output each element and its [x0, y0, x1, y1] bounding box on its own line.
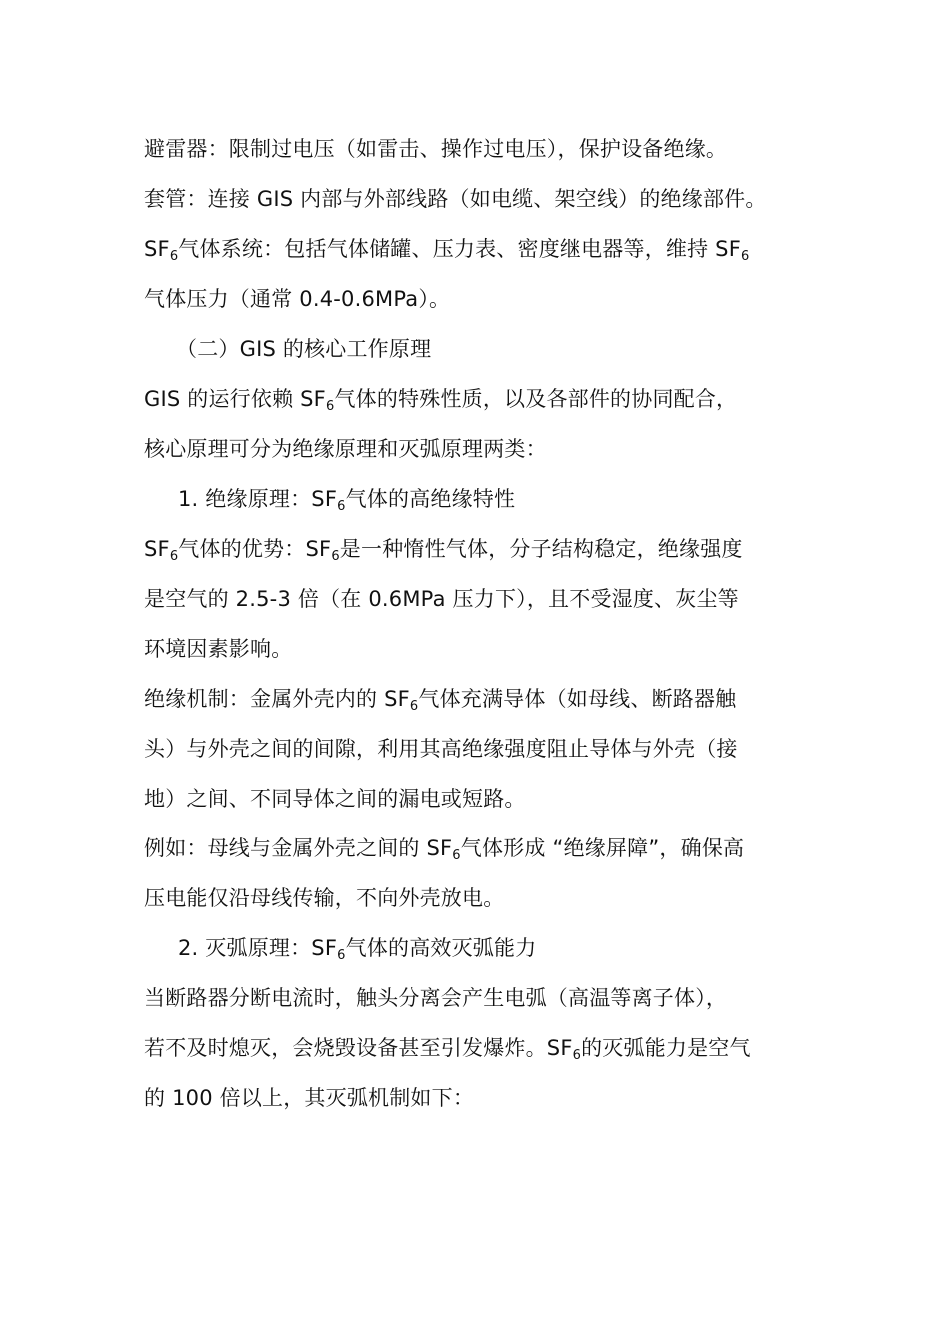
- text-line: 当断路器分断电流时，触头分离会产生电弧（高温等离子体），: [144, 986, 728, 1010]
- text-line: $SF_6$气体系统：包括气体储罐、压力表、密度继电器等，维持 $SF_6$: [144, 237, 750, 264]
- text-line: 若不及时熄灭，会烧毁设备甚至引发爆炸。$SF_6$的灭弧能力是空气: [144, 1036, 751, 1063]
- subsection-heading: 1. 绝缘原理：$SF_6$气体的高绝缘特性: [178, 487, 516, 514]
- text-line: 避雷器：限制过电压（如雷击、操作过电压），保护设备绝缘。: [144, 137, 728, 161]
- text-line: 压电能仅沿母线传输，不向外壳放电。: [144, 886, 505, 910]
- text-line: 气体压力（通常 0.4-0.6MPa）。: [144, 287, 451, 311]
- text-line: 绝缘机制：金属外壳内的 $SF_6$气体充满导体（如母线、断路器触: [144, 687, 737, 714]
- text-line: GIS 的运行依赖 $SF_6$气体的特殊性质，以及各部件的协同配合，: [144, 387, 738, 414]
- text-line: 是空气的 2.5-3 倍（在 0.6MPa 压力下），且不受湿度、灰尘等: [144, 587, 739, 611]
- subsection-heading: 2. 灭弧原理：$SF_6$气体的高效灭弧能力: [178, 936, 537, 963]
- text-line: 例如：母线与金属外壳之间的 $SF_6$气体形成 “绝缘屏障”，确保高: [144, 836, 745, 863]
- text-line: 的 100 倍以上，其灭弧机制如下：: [144, 1086, 475, 1110]
- text-line: 核心原理可分为绝缘原理和灭弧原理两类：: [144, 437, 547, 461]
- text-line: 地）之间、不同导体之间的漏电或短路。: [144, 787, 526, 811]
- text-line: 环境因素影响。: [144, 637, 293, 661]
- text-line: $SF_6$气体的优势：$SF_6$是一种惰性气体，分子结构稳定，绝缘强度: [144, 537, 743, 564]
- section-heading: （二）GIS 的核心工作原理: [176, 337, 432, 361]
- text-line: 头）与外壳之间的间隙，利用其高绝缘强度阻止导体与外壳（接: [144, 737, 738, 761]
- text-line: 套管：连接 GIS 内部与外部线路（如电缆、架空线）的绝缘部件。: [144, 187, 767, 211]
